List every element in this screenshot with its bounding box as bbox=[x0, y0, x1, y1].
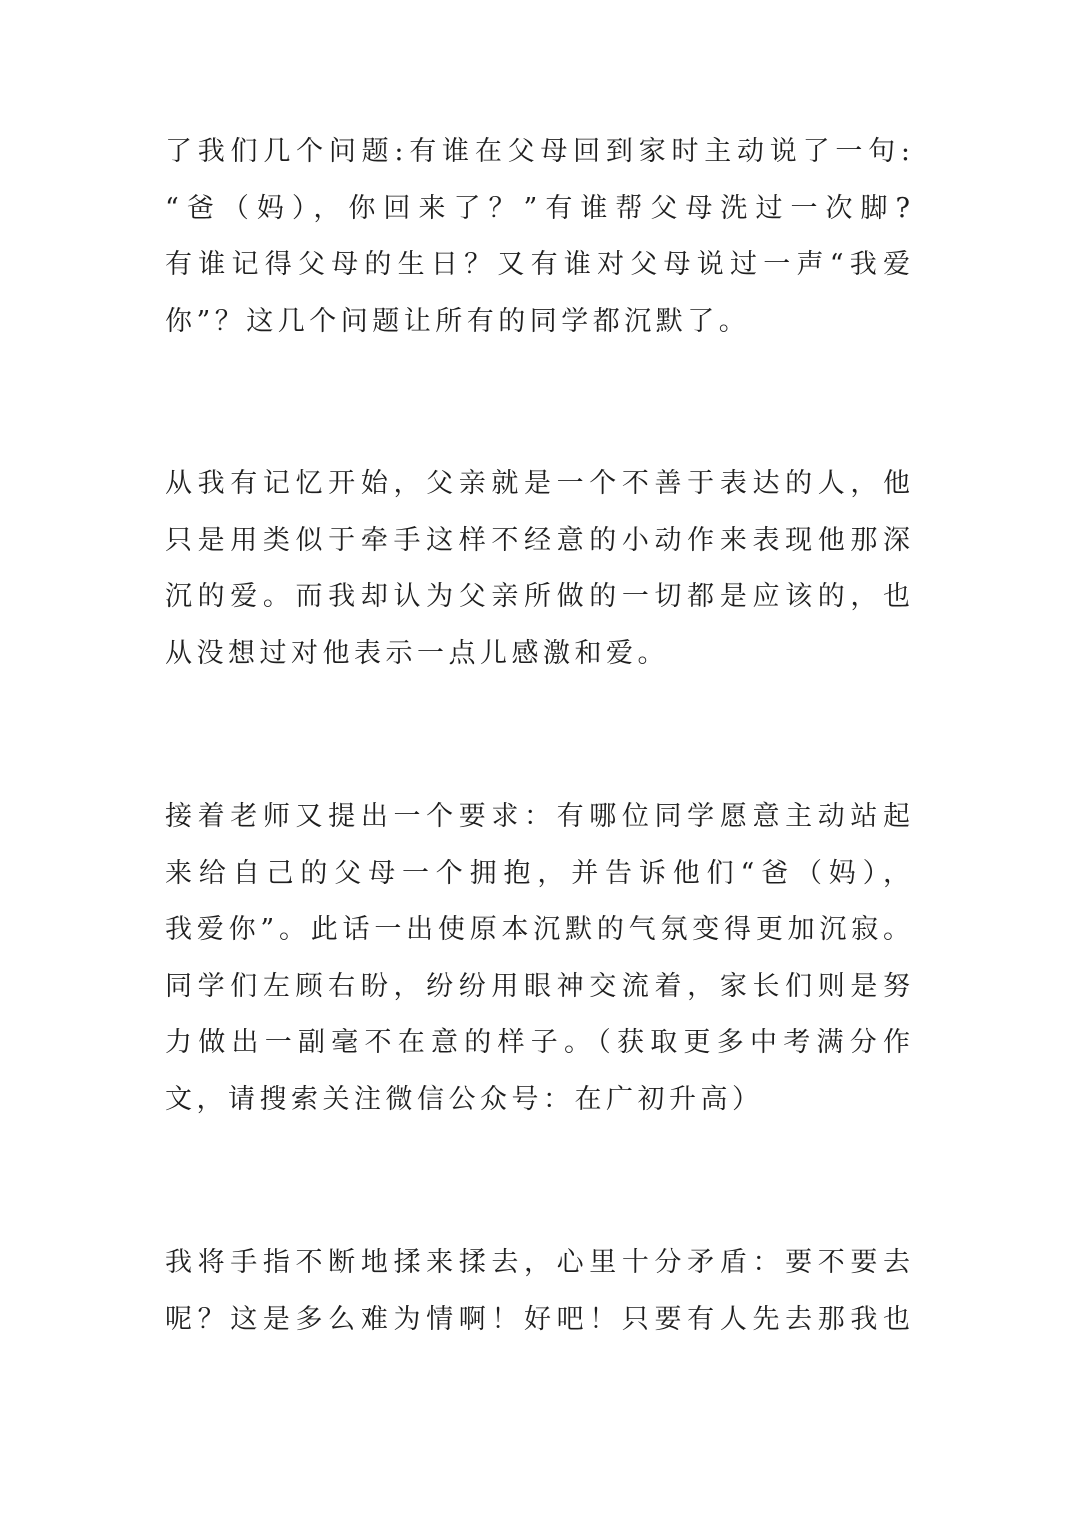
paragraph-2-line-3: 沉的爱。而我却认为父亲所做的一切都是应该的，也 bbox=[165, 581, 913, 612]
paragraph-4-line-1: 我将手指不断地揉来揉去，心里十分矛盾：要不要去 bbox=[165, 1247, 913, 1278]
paragraph-3-line-5: 力做出一副毫不在意的样子。（获取更多中考满分作 bbox=[165, 1027, 913, 1058]
paragraph-3-line-6: 文，请搜索关注微信公众号：在广初升高） bbox=[165, 1084, 764, 1115]
paragraph-3-line-1: 接着老师又提出一个要求：有哪位同学愿意主动站起 bbox=[165, 801, 913, 832]
paragraph-4-line-2: 呢？这是多么难为情啊！好吧！只要有人先去那我也 bbox=[165, 1304, 913, 1335]
paragraph-3-line-3: 我爱你”。此话一出使原本沉默的气氛变得更加沉寂。 bbox=[165, 914, 913, 945]
paragraph-1-line-1: 了我们几个问题:有谁在父母回到家时主动说了一句: bbox=[165, 136, 913, 167]
paragraph-2-line-2: 只是用类似于牵手这样不经意的小动作来表现他那深 bbox=[165, 525, 913, 556]
paragraph-2-line-4: 从没想过对他表示一点儿感激和爱。 bbox=[165, 638, 669, 669]
paragraph-1-line-3: 有谁记得父母的生日？又有谁对父母说过一声“我爱 bbox=[165, 249, 913, 280]
paragraph-3-line-2: 来给自己的父母一个拥抱，并告诉他们“爸（妈）， bbox=[165, 858, 913, 889]
paragraph-3-line-4: 同学们左顾右盼，纷纷用眼神交流着，家长们则是努 bbox=[165, 971, 913, 1002]
paragraph-1-line-2: “爸（妈），你回来了？”有谁帮父母洗过一次脚? bbox=[165, 193, 913, 224]
paragraph-2-line-1: 从我有记忆开始，父亲就是一个不善于表达的人，他 bbox=[165, 468, 913, 499]
paragraph-1-line-4: 你”？这几个问题让所有的同学都沉默了。 bbox=[165, 306, 751, 337]
